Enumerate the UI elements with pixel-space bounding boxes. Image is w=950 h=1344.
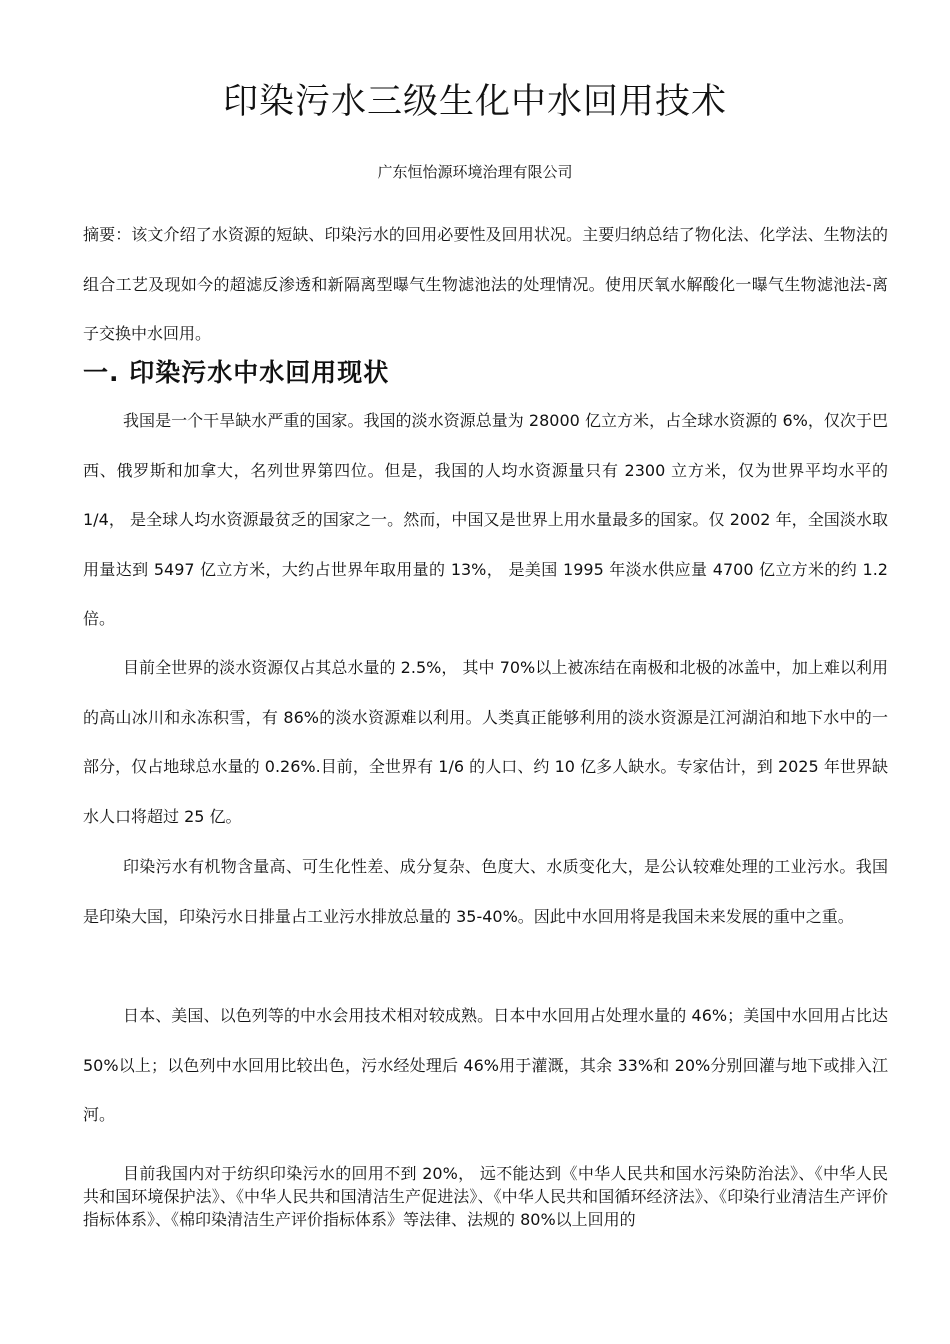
body-paragraph: 印染污水有机物含量高、可生化性差、成分复杂、色度大、水质变化大，是公认较难处理的工业污水。我国是印染大国，印染污水日排量占工业污水排放总量的 35-40%。因此中水回用将是我国未来发展的重中之重。 [83,857,888,926]
body-paragraph: 我国是一个干旱缺水严重的国家。我国的淡水资源总量为 28000 亿立方米，占全球水资源的 6%，仅次于巴西、俄罗斯和加拿大，名列世界第四位。但是，我国的人均水资源量只有 2300 立方米，仅为世界平均水平的 1/4， 是全球人均水资源最贫乏的国家之一。然而，中国又是世界上用水量最多的国家。仅 2002 年，全国淡水取用量达到 5497 亿立方米，大约占世界年取用量的 13%， 是美国 1995 年淡水供应量 4700 亿立方米的约 1.2 倍。 [83,411,888,628]
organization-name: 广东恒怡源环境治理有限公司 [377,163,573,181]
abstract-paragraph: 摘要：该文介绍了水资源的短缺、印染污水的回用必要性及回用状况。主要归纳总结了物化法、化学法、生物法的组合工艺及现如今的超滤反渗透和新隔离型曝气生物滤池法的处理情况。使用厌氧水解酸化一曝气生物滤池法-离子交换中水回用。 [83,225,888,343]
body-paragraph: 日本、美国、以色列等的中水会用技术相对较成熟。日本中水回用占处理水量的 46%；美国中水回用占比达 50%以上；以色列中水回用比较出色，污水经处理后 46%用于灌溉，其余 33%和 20%分别回灌与地下或排入江河。 [83,1006,888,1124]
body-paragraph: 目前全世界的淡水资源仅占其总水量的 2.5%， 其中 70%以上被冻结在南极和北极的冰盖中，加上难以利用的高山冰川和永冻积雪，有 86%的淡水资源难以利用。人类真正能够利用的淡水资源是江河湖泊和地下水中的一部分，仅占地球总水量的 0.26%.目前，全世界有 1/6 的人口、约 10 亿多人缺水。专家估计，到 2025 年世界缺水人口将超过 25 亿。 [83,658,888,826]
body-paragraph: 目前我国内对于纺织印染污水的回用不到 20%， 远不能达到《中华人民共和国水污染防治法》、《中华人民共和国环境保护法》、《中华人民共和国清洁生产促进法》、《中华人民共和国循环经济法》、《印染行业清洁生产评价指标体系》、《棉印染清洁生产评价指标体系》等法律、法规的 80%以上回用的 [83,1164,888,1229]
document-title: 印染污水三级生化中水回用技术 [222,82,727,122]
section-heading: 一. 印染污水中水回用现状 [83,358,390,387]
